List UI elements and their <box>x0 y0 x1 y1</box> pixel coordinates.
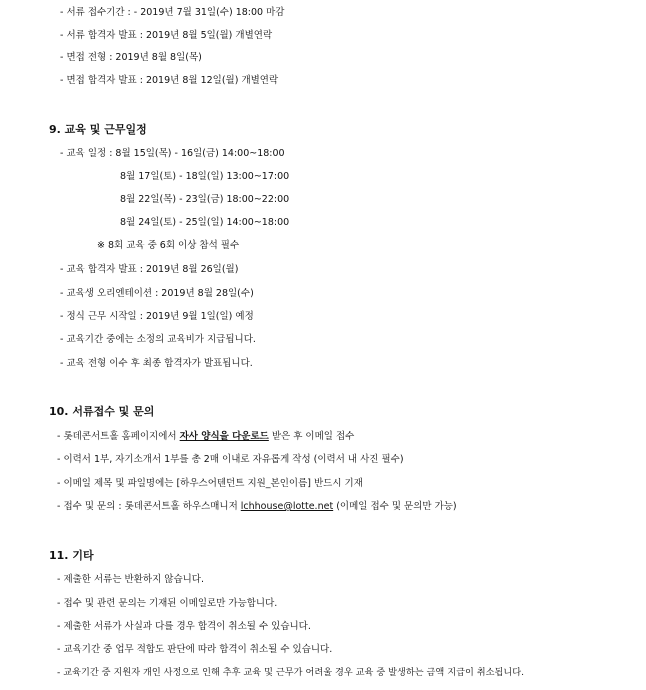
misc-item-5: - 교육기간 중 지원자 개인 사정으로 인해 추후 교육 및 근무가 어려울 경우 교육 중 발생하는 금액 지급이 취소됩니다. <box>57 667 525 678</box>
work-start-date: - 정식 근무 시작일 : 2019년 9월 1일(일) 예정 <box>60 311 254 322</box>
training-schedule-4: 8월 24일(토) - 25일(일) 14:00~18:00 <box>120 217 290 228</box>
section-9-heading: 9. 교육 및 근무일정 <box>49 123 147 136</box>
training-schedule-1: - 교육 일정 : 8월 15일(목) - 16일(금) 14:00~18:00 <box>60 148 285 159</box>
section-11-heading: 11. 기타 <box>49 549 94 562</box>
misc-item-1: - 제출한 서류는 반환하지 않습니다. <box>57 574 205 585</box>
download-text-post: 받은 후 이메일 접수 <box>268 431 355 442</box>
application-download-item <box>57 430 354 444</box>
training-schedule-2: 8월 17일(토) - 18일(일) 13:00~17:00 <box>120 171 290 182</box>
doc-closing-date: - 서류 접수기간 : - 2019년 7월 31일(수) 18:00 마감 <box>60 7 285 18</box>
training-schedule-3: 8월 22일(목) - 23일(금) 18:00~22:00 <box>120 194 290 205</box>
misc-item-4: - 교육기간 중 업무 적합도 판단에 따라 합격이 취소될 수 있습니다. <box>57 644 333 655</box>
interview-pass-announcement: - 면접 합격자 발표 : 2019년 8월 12일(월) 개별연락 <box>60 75 279 86</box>
misc-item-3: - 제출한 서류가 사실과 다를 경우 합격이 취소될 수 있습니다. <box>57 621 311 632</box>
training-stipend-note: - 교육기간 중에는 소정의 교육비가 지급됩니다. <box>60 334 256 345</box>
interview-date: - 면접 전형 : 2019년 8월 8일(목) <box>60 52 202 63</box>
contact-item <box>57 500 457 514</box>
training-pass-announcement: - 교육 합격자 발표 : 2019년 8월 26일(월) <box>60 264 239 275</box>
contact-text-pre: - 접수 및 문의 : 롯데콘서트홀 하우스매니저 <box>57 501 241 512</box>
doc-pass-announcement: - 서류 합격자 발표 : 2019년 8월 5일(월) 개별연락 <box>60 30 273 41</box>
misc-item-2: - 접수 및 관련 문의는 기재된 이메일로만 가능합니다. <box>57 598 278 609</box>
contact-text-post: (이메일 접수 및 문의만 가능) <box>333 501 457 512</box>
contact-email-link[interactable]: lchhouse@lotte.net <box>240 501 334 512</box>
final-selection-note: - 교육 전형 이수 후 최종 합격자가 발표됩니다. <box>60 358 253 369</box>
orientation-date: - 교육생 오리엔테이션 : 2019년 8월 28일(수) <box>60 288 254 299</box>
attendance-note: ※ 8회 교육 중 6회 이상 참석 필수 <box>97 240 240 251</box>
email-subject-item: - 이메일 제목 및 파일명에는 [하우스어텐던트 지원_본인이름] 반드시 기재 <box>57 478 363 489</box>
resume-requirement-item: - 이력서 1부, 자기소개서 1부를 총 2매 이내로 자유롭게 작성 (이력서 내 사진 필수) <box>57 454 404 465</box>
section-10-heading: 10. 서류접수 및 문의 <box>49 405 155 418</box>
download-form-emphasis: 자사 양식을 다운로드 <box>179 431 269 442</box>
download-text-pre: - 롯데콘서트홀 홈페이지에서 <box>57 431 180 442</box>
